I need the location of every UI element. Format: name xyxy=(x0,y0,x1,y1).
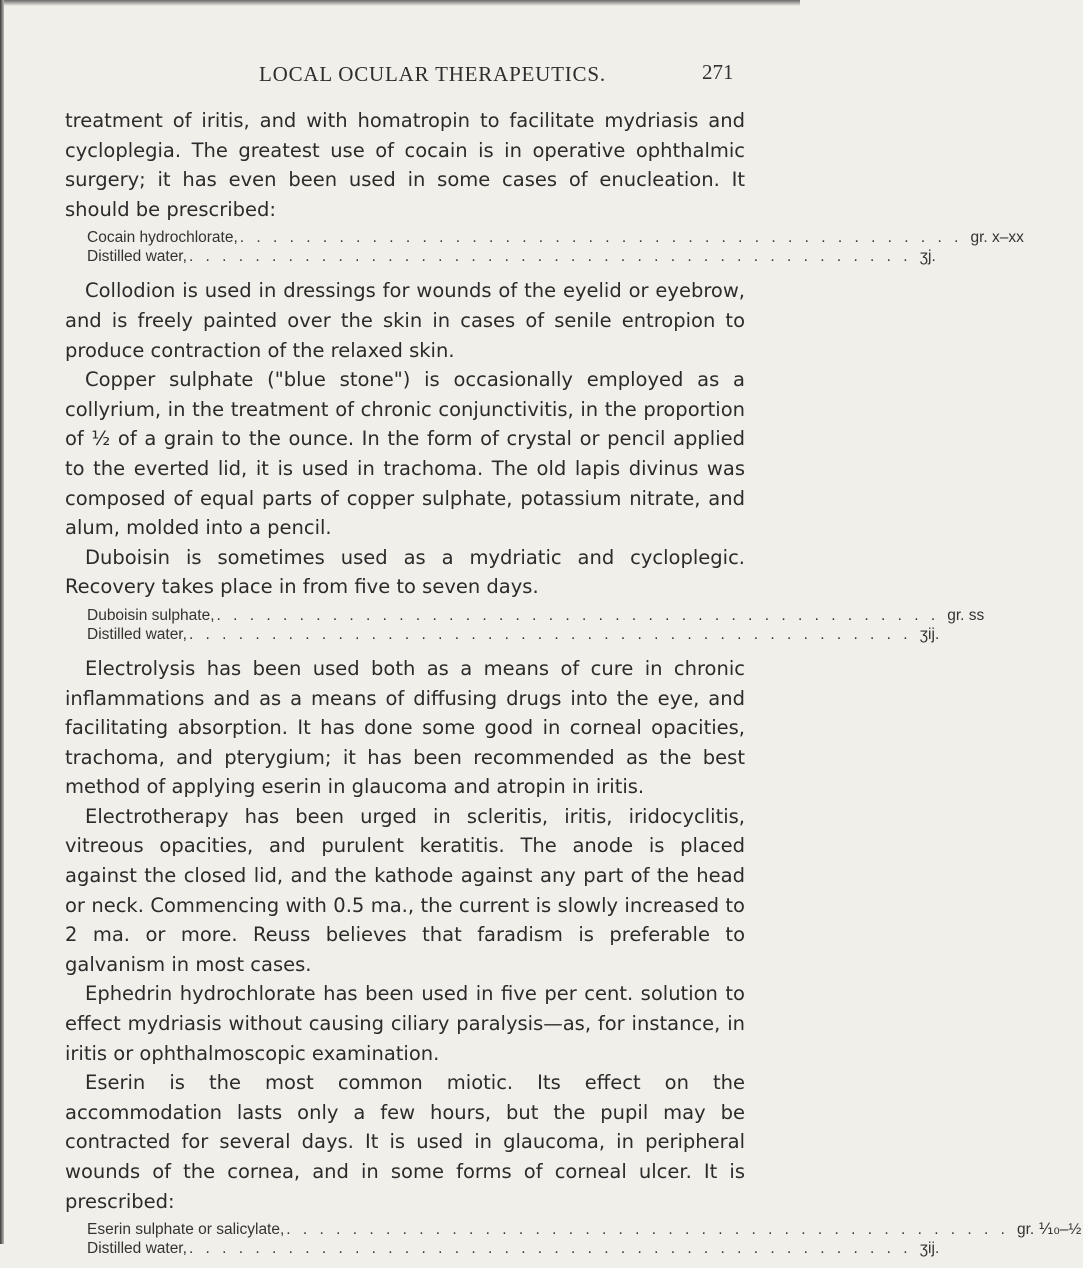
prescription-line xyxy=(87,1239,940,1258)
paragraph-cocain-continued: treatment of iritis, and with homatropin to facilitate mydriasis and cycloplegia. The greatest use of cocain is in operative ophthalmic surgery; it has even been used in some cases of enucleation. It should be prescribed: xyxy=(65,109,745,221)
prescription-line xyxy=(87,247,936,266)
entry-text: has been urged in scleritis, iritis, iridocyclitis, vitreous opacities, and purulent keratitis. The anode is placed against the closed lid, and the kathode against any part of the head or neck. Commencing with 0.5 ma., the current is slowly increased to 2 ma. or more. Reuss believes that faradism is preferable to galvanism in most cases. xyxy=(65,804,745,976)
entry-text: is sometimes used as a mydriatic and cycloplegic. Recovery takes place in from five to seven days. xyxy=(65,545,745,599)
ingredient-quantity: gr. ⅒–½ xyxy=(1016,1221,1082,1239)
entry-term: Copper sulphate xyxy=(85,368,254,392)
ingredient-name: Eserin sulphate or salicylate, xyxy=(87,1221,285,1239)
paragraph-electrolysis xyxy=(65,654,745,802)
running-head: LOCAL OCULAR THERAPEUTICS. xyxy=(259,62,606,86)
entry-text: is the most common miotic. Its effect on the accommodation lasts only a few hours, but the pupil may be contracted for several days. It is used in glaucoma, in peripheral wounds of the cornea, and in some forms of corneal ulcer. It is prescribed: xyxy=(65,1071,745,1213)
leader-dots: . . . . . . . . . . . . . . . . . . . . . . . . . . . . . . . . . . . . . . . . . . . . xyxy=(216,606,940,624)
prescription-line xyxy=(87,625,940,644)
entry-term: Collodion xyxy=(85,279,176,303)
ingredient-name: Distilled water, xyxy=(87,248,187,266)
prescription-line xyxy=(87,606,985,625)
paragraph-electrotherapy xyxy=(65,802,745,980)
ingredient-name: Cocain hydrochlorate, xyxy=(87,229,238,247)
leader-dots: . . . . . . . . . . . . . . . . . . . . . . . . . . . . . . . . . . . . . . . . . . . . xyxy=(188,625,912,643)
prescription-line xyxy=(87,1220,1082,1239)
ingredient-quantity: ʒij. xyxy=(919,625,940,643)
paragraph-duboisin xyxy=(65,543,745,602)
page-number: 271 xyxy=(702,60,734,84)
prescription-eserin xyxy=(87,1220,1082,1258)
page-body xyxy=(65,106,1082,1268)
paragraph-copper-sulphate xyxy=(65,365,745,543)
ingredient-quantity: ʒj. xyxy=(919,248,936,266)
ingredient-name: Duboisin sulphate, xyxy=(87,606,215,624)
entry-text: ("blue stone") is occasionally employed as a collyrium, in the treatment of chronic conjunctivitis, in the proportion of ½ of a grain to the ounce. In the form of crystal or pencil applied to the everted lid, it is used in trachoma. The old lapis divinus was composed of equal parts of copper sulphate, potassium nitrate, and alum, molded into a pencil. xyxy=(65,368,746,540)
ingredient-name: Distilled water, xyxy=(87,625,187,643)
entry-term: Ephedrin hydrochlorate xyxy=(85,982,316,1006)
ingredient-name: Distilled water, xyxy=(87,1240,187,1258)
page-header xyxy=(0,58,800,88)
leader-dots: . . . . . . . . . . . . . . . . . . . . . . . . . . . . . . . . . . . . . . . . . . . . xyxy=(188,248,912,266)
entry-text: has been used both as a means of cure in chronic inflammations and as a means of diffusing drugs into the eye, and facilitating absorption. It has done some good in corneal opacities, trachoma, and pterygium; it has been recommended as the best method of applying eserin in glaucoma and atropin in iritis. xyxy=(65,656,745,799)
prescription-line xyxy=(87,228,1024,247)
ingredient-quantity: ʒij. xyxy=(919,1240,940,1258)
paragraph-ephedrin xyxy=(65,979,745,1068)
entry-term: Electrolysis xyxy=(85,656,196,680)
entry-text: has been used in five per cent. solution to effect mydriasis without causing ciliary paralysis—as, for instance, in iritis or ophthalmoscopic examination. xyxy=(65,982,745,1065)
ingredient-quantity: gr. x–xx xyxy=(970,229,1024,247)
entry-term: Duboisin xyxy=(85,545,171,569)
leader-dots: . . . . . . . . . . . . . . . . . . . . . . . . . . . . . . . . . . . . . . . . . . . . xyxy=(239,229,963,247)
leader-dots: . . . . . . . . . . . . . . . . . . . . . . . . . . . . . . . . . . . . . . . . . . . . xyxy=(188,1240,912,1258)
leader-dots: . . . . . . . . . . . . . . . . . . . . . . . . . . . . . . . . . . . . . . . . . . . . xyxy=(286,1221,1009,1239)
prescription-duboisin xyxy=(87,606,985,644)
entry-term: Eserin xyxy=(85,1071,146,1095)
entry-text: is used in dressings for wounds of the eyelid or eyebrow, and is freely painted over the skin in cases of senile entropion to produce contraction of the relaxed skin. xyxy=(65,279,745,362)
prescription-cocain xyxy=(87,228,1024,266)
entry-term: Electrotherapy xyxy=(85,804,229,828)
page-top-shadow xyxy=(0,0,800,6)
page-binding-edge xyxy=(0,0,4,1244)
ingredient-quantity: gr. ss xyxy=(947,606,985,624)
paragraph-collodion xyxy=(65,276,745,365)
paragraph-eserin xyxy=(65,1068,745,1216)
